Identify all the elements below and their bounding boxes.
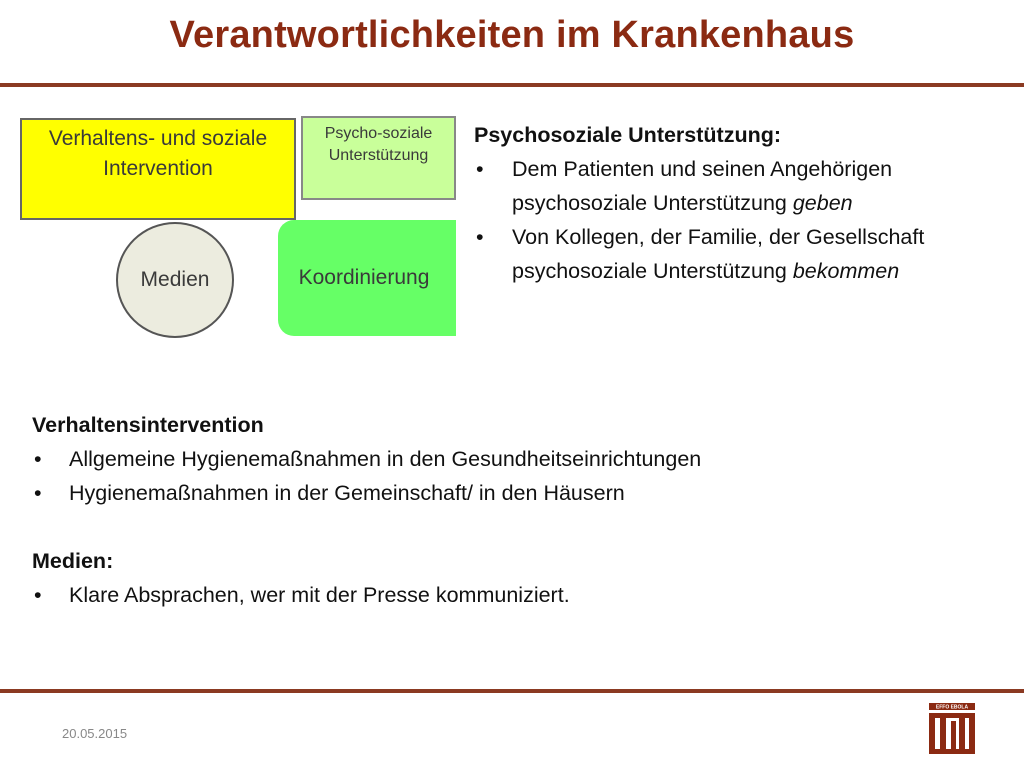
verhaltensintervention-heading: Verhaltensintervention [32,413,264,437]
slide-title: Verantwortlichkeiten im Krankenhaus [169,14,855,56]
list-item: • Klare Absprachen, wer mit der Presse kommuniziert. [32,578,932,612]
top-divider [0,83,1024,87]
medien-heading: Medien: [32,549,114,573]
psychosocial-section [474,118,994,288]
list-item: • Hygienemaßnahmen in der Gemeinschaft/ in den Häusern [32,476,932,510]
list-item-emphasis: bekommen [792,259,900,283]
psychosoziale-unterstuetzung-box [301,116,456,200]
list-item [474,152,994,220]
effo-ebola-logo-icon [927,703,977,755]
list-item-text: Dem Patienten und seinen Angehörigen psychosoziale Unterstützung [512,157,893,215]
koordinierung-box [278,220,456,336]
footer-date: 20.05.2015 [62,726,128,741]
bottom-divider [0,689,1024,693]
list-item-text: Von Kollegen, der Familie, der Gesellschaft psychosoziale Unterstützung [512,225,925,283]
logo-text: EFFO EBOLA [935,704,969,711]
list-item-emphasis: geben [792,191,853,215]
list-item: • Allgemeine Hygienemaßnahmen in den Gesundheitseinrichtungen [32,442,932,476]
medien-label: Medien [140,268,210,291]
list-item [474,220,994,288]
psychosoziale-unterstuetzung-label: Psycho-soziale Unterstützung [324,125,433,164]
psychosocial-list [474,152,994,288]
psychosocial-heading: Psychosoziale Unterstützung: [474,123,782,147]
koordinierung-label: Koordinierung [298,266,430,289]
verhaltens-intervention-box [20,118,296,220]
verhaltensintervention-list [32,442,932,510]
lower-section [32,408,932,612]
verhaltens-intervention-label: Verhaltens- und soziale Intervention [48,127,268,180]
medien-list [32,578,932,612]
medien-circle [116,222,234,338]
